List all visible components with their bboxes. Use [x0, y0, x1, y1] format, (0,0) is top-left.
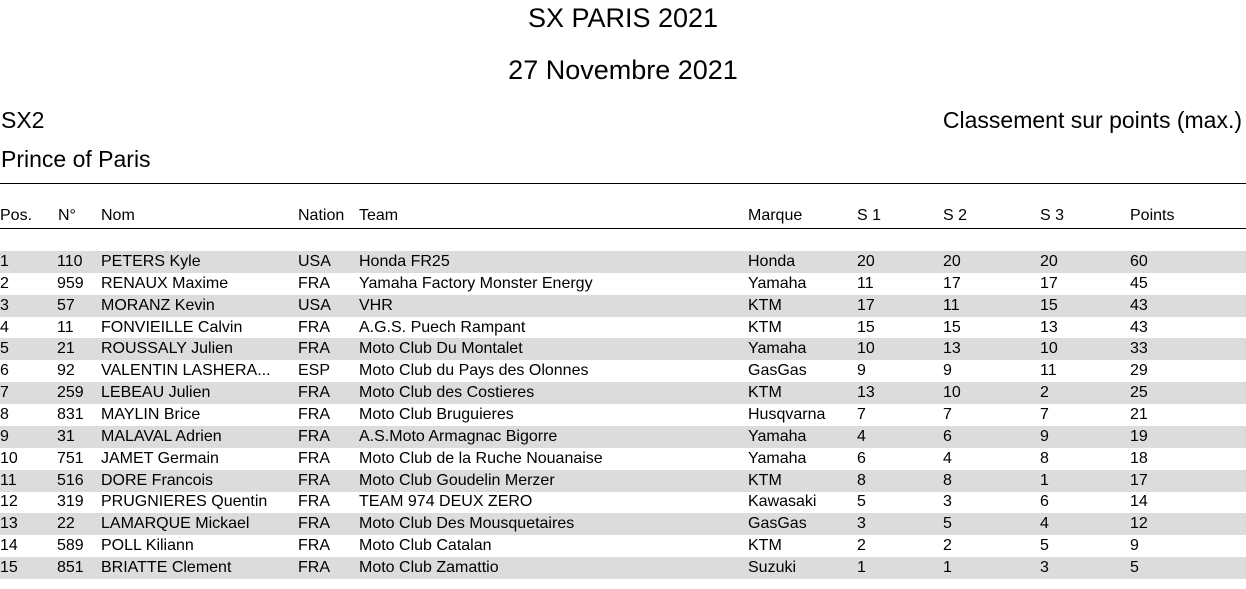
cell-nation: FRA	[298, 471, 330, 489]
cell-points: 5	[1130, 558, 1139, 576]
cell-brand: Honda	[748, 253, 796, 270]
cell-team: Moto Club Des Mousquetaires	[359, 515, 575, 533]
cell-team: TEAM 974 DEUX ZERO	[359, 493, 533, 511]
cell-points: 43	[1130, 296, 1148, 314]
cell-brand: KTM	[748, 384, 782, 402]
cell-brand: Yamaha	[748, 427, 807, 445]
cell-position: 1	[0, 253, 9, 270]
cell-number: 21	[57, 340, 75, 358]
cell-nation: FRA	[298, 537, 330, 555]
cell-s2: 6	[943, 427, 952, 445]
header-s1: S 1	[857, 207, 882, 224]
cell-rider-name: RENAUX Maxime	[101, 274, 229, 292]
cell-points: 29	[1130, 362, 1148, 380]
cell-s2: 7	[943, 405, 952, 423]
cell-s2: 4	[943, 449, 952, 467]
table-row	[0, 513, 1246, 535]
cell-number: 959	[57, 274, 84, 292]
cell-number: 319	[57, 493, 84, 511]
cell-rider-name: POLL Kiliann	[101, 537, 194, 555]
cell-s2: 17	[943, 274, 961, 292]
cell-brand: Yamaha	[748, 449, 807, 467]
header-s2: S 2	[943, 207, 968, 224]
cell-nation: FRA	[298, 427, 330, 445]
cell-team: Moto Club de la Ruche Nouanaise	[359, 449, 603, 467]
cell-brand: Husqvarna	[748, 405, 826, 423]
cell-nation: FRA	[298, 558, 330, 576]
race-name: Prince of Paris	[1, 146, 151, 172]
cell-points: 60	[1130, 253, 1148, 270]
cell-rider-name: LEBEAU Julien	[101, 384, 211, 402]
cell-team: Moto Club Catalan	[359, 537, 492, 555]
cell-position: 6	[0, 362, 9, 380]
cell-nation: FRA	[298, 274, 330, 292]
cell-team: Moto Club du Pays des Olonnes	[359, 362, 589, 380]
cell-s2: 20	[943, 253, 961, 270]
cell-s3: 4	[1040, 515, 1049, 533]
ranking-type-label: Classement sur points (max.)	[942, 107, 1242, 133]
cell-s2: 8	[943, 471, 952, 489]
cell-rider-name: VALENTIN LASHERA...	[101, 362, 271, 380]
cell-team: A.S.Moto Armagnac Bigorre	[359, 427, 558, 445]
cell-s1: 13	[857, 384, 875, 402]
cell-team: Yamaha Factory Monster Energy	[359, 274, 593, 292]
cell-s1: 11	[857, 274, 874, 292]
table-row	[0, 273, 1246, 295]
cell-s2: 11	[943, 296, 960, 314]
cell-points: 18	[1130, 449, 1148, 467]
cell-position: 8	[0, 405, 9, 423]
cell-position: 15	[0, 558, 18, 576]
cell-number: 851	[57, 558, 84, 576]
cell-team: Moto Club Du Montalet	[359, 340, 523, 358]
cell-rider-name: PETERS Kyle	[101, 253, 201, 270]
cell-s3: 7	[1040, 405, 1049, 423]
cell-s2: 15	[943, 318, 961, 336]
cell-team: Moto Club Bruguieres	[359, 405, 514, 423]
cell-points: 12	[1130, 515, 1148, 533]
cell-position: 3	[0, 296, 9, 314]
cell-number: 11	[57, 318, 74, 336]
cell-position: 14	[0, 537, 18, 555]
cell-team: A.G.S. Puech Rampant	[359, 318, 526, 336]
cell-s1: 7	[857, 405, 866, 423]
cell-number: 751	[57, 449, 84, 467]
cell-s1: 2	[857, 537, 866, 555]
cell-rider-name: FONVIEILLE Calvin	[101, 318, 243, 336]
table-header	[0, 205, 1246, 227]
cell-nation: USA	[298, 253, 331, 270]
table-row	[0, 338, 1246, 360]
cell-nation: FRA	[298, 318, 330, 336]
cell-rider-name: MALAVAL Adrien	[101, 427, 222, 445]
cell-position: 11	[0, 471, 17, 489]
table-row	[0, 535, 1246, 557]
cell-brand: KTM	[748, 296, 782, 314]
cell-points: 17	[1130, 471, 1148, 489]
cell-rider-name: PRUGNIERES Quentin	[101, 493, 268, 511]
cell-rider-name: JAMET Germain	[101, 449, 219, 467]
cell-brand: Yamaha	[748, 340, 807, 358]
cell-s3: 15	[1040, 296, 1058, 314]
cell-position: 9	[0, 427, 9, 445]
header-divider	[0, 228, 1246, 229]
table-row	[0, 295, 1246, 317]
cell-s1: 3	[857, 515, 866, 533]
cell-s3: 5	[1040, 537, 1049, 555]
cell-s1: 15	[857, 318, 875, 336]
cell-number: 259	[57, 384, 84, 402]
cell-s3: 1	[1040, 471, 1049, 489]
cell-position: 2	[0, 274, 9, 292]
cell-position: 12	[0, 493, 18, 511]
cell-rider-name: MORANZ Kevin	[101, 296, 215, 314]
cell-nation: FRA	[298, 384, 330, 402]
cell-number: 22	[57, 515, 75, 533]
cell-s3: 20	[1040, 253, 1058, 270]
header-name: Nom	[101, 207, 135, 224]
cell-s3: 8	[1040, 449, 1049, 467]
cell-points: 9	[1130, 537, 1139, 555]
cell-s1: 10	[857, 340, 875, 358]
cell-brand: Kawasaki	[748, 493, 817, 511]
cell-s3: 11	[1040, 362, 1057, 380]
event-date: 27 Novembre 2021	[508, 55, 738, 85]
cell-team: Honda FR25	[359, 253, 450, 270]
table-row	[0, 426, 1246, 448]
table-row	[0, 251, 1246, 273]
cell-position: 10	[0, 449, 18, 467]
cell-team: Moto Club des Costieres	[359, 384, 535, 402]
cell-points: 45	[1130, 274, 1148, 292]
table-row	[0, 491, 1246, 513]
cell-s3: 6	[1040, 493, 1049, 511]
cell-nation: FRA	[298, 493, 330, 511]
table-row	[0, 448, 1246, 470]
cell-rider-name: DORE Francois	[101, 471, 214, 489]
cell-s3: 2	[1040, 384, 1049, 402]
cell-s3: 9	[1040, 427, 1049, 445]
cell-s3: 17	[1040, 274, 1058, 292]
cell-nation: FRA	[298, 405, 330, 423]
table-row	[0, 470, 1246, 492]
table-row	[0, 404, 1246, 426]
header-team: Team	[359, 207, 399, 224]
cell-team: Moto Club Zamattio	[359, 558, 499, 576]
table-row	[0, 382, 1246, 404]
cell-s3: 10	[1040, 340, 1058, 358]
cell-s1: 1	[857, 558, 866, 576]
cell-points: 33	[1130, 340, 1148, 358]
cell-s1: 8	[857, 471, 866, 489]
top-divider	[0, 183, 1246, 184]
cell-s1: 5	[857, 493, 866, 511]
cell-s2: 13	[943, 340, 961, 358]
cell-brand: Suzuki	[748, 558, 797, 576]
cell-brand: Yamaha	[748, 274, 807, 292]
cell-position: 13	[0, 515, 18, 533]
cell-s2: 1	[943, 558, 952, 576]
cell-s2: 2	[943, 537, 952, 555]
cell-position: 4	[0, 318, 9, 336]
cell-rider-name: LAMARQUE Mickael	[101, 515, 250, 533]
cell-s3: 3	[1040, 558, 1049, 576]
cell-nation: FRA	[298, 515, 330, 533]
cell-number: 57	[57, 296, 75, 314]
cell-nation: FRA	[298, 449, 330, 467]
cell-rider-name: ROUSSALY Julien	[101, 340, 233, 358]
cell-s1: 9	[857, 362, 866, 380]
cell-number: 31	[57, 427, 75, 445]
cell-brand: KTM	[748, 318, 782, 336]
header-nation: Nation	[298, 207, 345, 224]
cell-points: 14	[1130, 493, 1148, 511]
cell-position: 5	[0, 340, 9, 358]
cell-number: 516	[57, 471, 84, 489]
cell-s2: 3	[943, 493, 952, 511]
cell-number: 92	[57, 362, 75, 380]
header-s3: S 3	[1040, 207, 1065, 224]
cell-number: 110	[57, 253, 83, 270]
cell-s3: 13	[1040, 318, 1058, 336]
cell-s1: 20	[857, 253, 875, 270]
cell-brand: GasGas	[748, 362, 807, 380]
cell-s1: 6	[857, 449, 866, 467]
table-row	[0, 317, 1246, 339]
cell-points: 19	[1130, 427, 1148, 445]
cell-points: 25	[1130, 384, 1148, 402]
cell-team: Moto Club Goudelin Merzer	[359, 471, 555, 489]
cell-s2: 10	[943, 384, 961, 402]
cell-rider-name: BRIATTE Clement	[101, 558, 232, 576]
cell-number: 831	[57, 405, 84, 423]
cell-team: VHR	[359, 296, 393, 314]
header-number: N°	[58, 207, 76, 224]
cell-brand: KTM	[748, 537, 782, 555]
header-pos: Pos.	[0, 207, 33, 224]
header-points: Points	[1130, 207, 1175, 224]
cell-brand: KTM	[748, 471, 782, 489]
cell-nation: USA	[298, 296, 331, 314]
cell-position: 7	[0, 384, 9, 402]
cell-nation: ESP	[298, 362, 331, 380]
cell-s1: 17	[857, 296, 875, 314]
cell-s2: 5	[943, 515, 952, 533]
table-row	[0, 360, 1246, 382]
cell-points: 21	[1130, 405, 1148, 423]
cell-nation: FRA	[298, 340, 330, 358]
cell-s2: 9	[943, 362, 952, 380]
cell-brand: GasGas	[748, 515, 807, 533]
cell-number: 589	[57, 537, 84, 555]
header-brand: Marque	[748, 207, 803, 224]
table-row	[0, 557, 1246, 579]
cell-s1: 4	[857, 427, 866, 445]
event-title: SX PARIS 2021	[527, 3, 719, 33]
cell-points: 43	[1130, 318, 1148, 336]
cell-rider-name: MAYLIN Brice	[101, 405, 201, 423]
category-label: SX2	[1, 107, 45, 133]
